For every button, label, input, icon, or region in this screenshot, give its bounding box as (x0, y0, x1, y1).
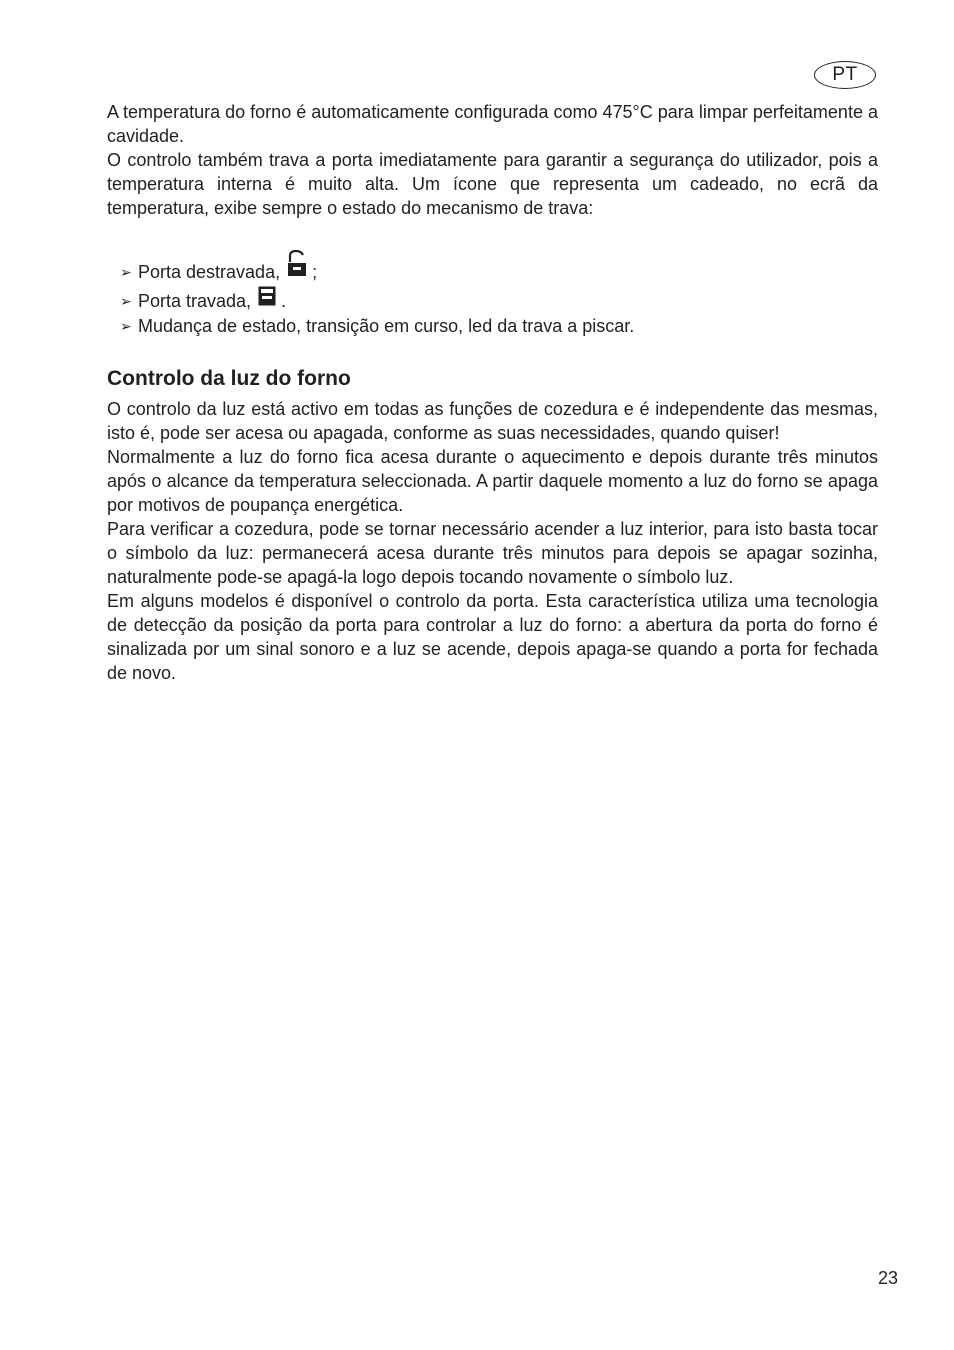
locked-padlock-icon (257, 285, 277, 314)
page-content (107, 100, 878, 685)
list-item-text: Porta travada, (138, 291, 252, 311)
arrow-bullet-icon: ➢ (120, 293, 132, 309)
list-item-text: Porta destravada, (138, 262, 281, 282)
section-paragraph: O controlo da luz está activo em todas as funções de cozedura e é independente das mesmas, isto é, pode ser acesa ou apagada, conforme as suas necessidades, quando quiser! (107, 399, 878, 443)
language-badge: PT (814, 61, 876, 89)
page-number: 23 (878, 1268, 899, 1288)
list-item (120, 250, 878, 285)
unlocked-padlock-icon (286, 250, 308, 285)
arrow-bullet-icon: ➢ (120, 318, 132, 334)
section-paragraph: Normalmente a luz do forno fica acesa durante o aquecimento e depois durante três minutos após o alcance da temperatura seleccionada. A partir daquele momento a luz do forno se apaga por motivos de poupança energética. (107, 447, 878, 515)
intro-paragraph: A temperatura do forno é automaticamente configurada como 475°C para limpar perfeitamente a cavidade. (107, 102, 878, 146)
section-paragraph: Em alguns modelos é disponível o controlo da porta. Esta característica utiliza uma tecnologia de detecção da posição da porta para controlar a luz do forno: a abertura da porta do forno é sinalizada por um sinal sonoro e a luz se acende, depois apaga-se quando a porta for fechada de novo. (107, 591, 878, 683)
list-item (120, 314, 878, 339)
section-paragraph: Para verificar a cozedura, pode se tornar necessário acender a luz interior, para isto basta tocar o símbolo da luz: permanecerá acesa durante três minutos para depois se apagar sozinha, naturalmente pode-se apagá-la logo depois tocando novamente o símbolo luz. (107, 519, 878, 587)
list-item-suffix: . (281, 291, 287, 311)
intro-paragraph: O controlo também trava a porta imediatamente para garantir a segurança do utilizador, pois a temperatura interna é muito alta. Um ícone que representa um cadeado, no ecrã da temperatura, exibe sempre o estado do mecanismo de trava: (107, 150, 878, 218)
list-item-suffix: ; (312, 262, 318, 282)
lock-states-list (107, 250, 878, 339)
arrow-bullet-icon: ➢ (120, 264, 132, 280)
list-item (120, 285, 878, 314)
list-item-text: Mudança de estado, transição em curso, led da trava a piscar. (138, 316, 635, 336)
section-heading: Controlo da luz do forno (107, 367, 351, 390)
